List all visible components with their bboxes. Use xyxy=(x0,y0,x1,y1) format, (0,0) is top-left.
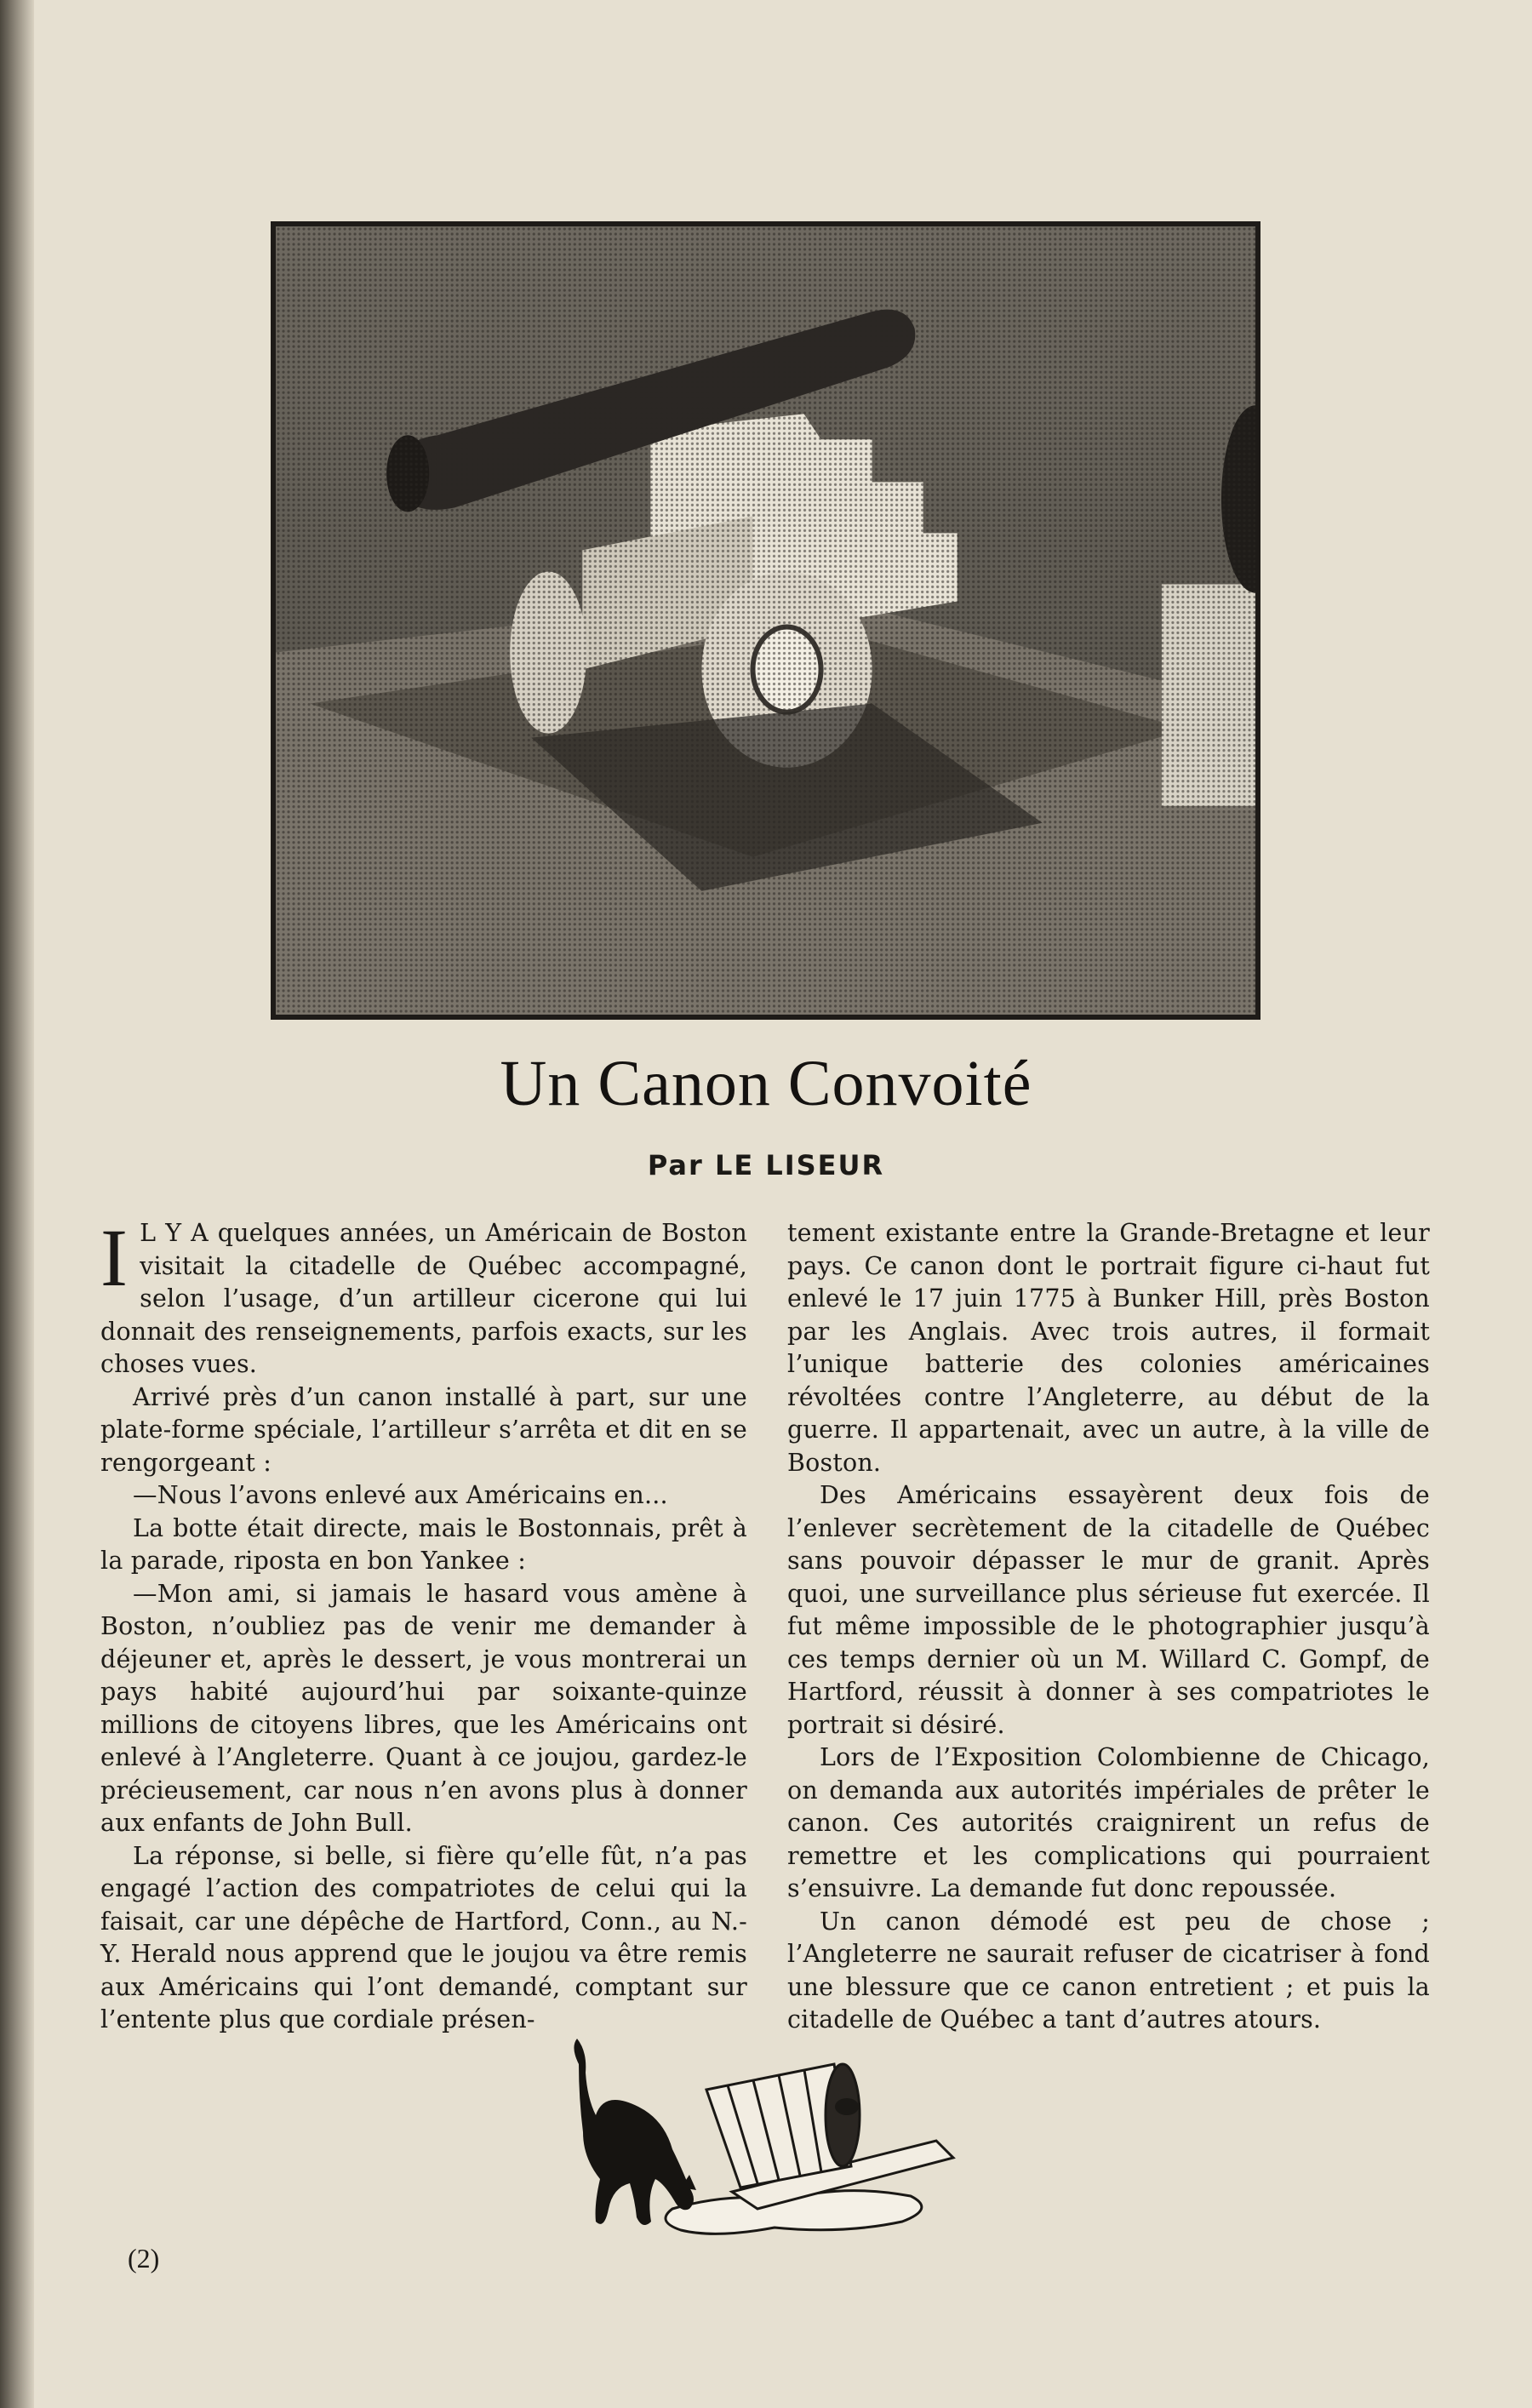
article-byline: Par LE LISEUR xyxy=(647,1149,885,1181)
paragraph: tement existante entre la Grande-Bretagne et leur pays. Ce canon dont le portrait figure ci-haut fut enlevé le 17 juin 1775 à Bunker Hill, près Boston par les Anglais. Avec trois autres, il formait l’unique batterie des colonies américaines révoltées contre l’Angleterre, au début de la guerre. Il appartenait, avec un autre, à la ville de Boston. xyxy=(787,1219,1430,1477)
cannon-photo xyxy=(271,221,1260,1020)
paragraph: —Nous l’avons enlevé aux Américains en... xyxy=(133,1481,668,1509)
paragraph: —Mon ami, si jamais le hasard vous amène à Boston, n’oubliez pas de venir me demander à déjeuner et, après le dessert, je vous montrerai un pays habité aujourd’hui par soixante-quinze millions de citoyens libres, que les Américains ont enlevé à l’Angleterre. Quant à ce joujou, gardez-le précieusement, car nous n’en avons plus à donner aux enfants de John Bull. xyxy=(100,1579,747,1837)
paragraph: Lors de l’Exposition Colombienne de Chicago, on demanda aux autorités impériales de prêter le canon. Ces autorités craignirent un refus de remettre et les complications qui pourraient s’ensuivre. La demande fut donc repoussée. xyxy=(787,1743,1430,1902)
article-column-right xyxy=(787,1217,1430,2037)
article-column-left xyxy=(100,1212,747,2037)
paragraph: Des Américains essayèrent deux fois de l’enlever secrètement de la citadelle de Québec sans pouvoir dépasser le mur de granit. Après quoi, une surveillance plus sérieuse fut exercée. Il fut même impossible de le photographier jusqu’à ces temps dernier où un M. Willard C. Gompf, de Hartford, réussit à donner à ses compatriotes le portrait si désiré. xyxy=(787,1481,1430,1739)
drop-cap: I xyxy=(100,1212,129,1303)
page-binding-edge xyxy=(0,0,34,2408)
cannon-photo-icon xyxy=(276,226,1255,1015)
paragraph: Arrivé près d’un canon installé à part, sur une plate-forme spéciale, l’artilleur s’arrêta et dit en se rengorgeant : xyxy=(100,1382,747,1477)
article-title: Un Canon Convoité xyxy=(500,1048,1032,1119)
cat-and-spilled-bucket-icon xyxy=(562,2039,970,2260)
page-number: (2) xyxy=(128,2243,160,2274)
paragraph: Un canon démodé est peu de chose ; l’Angleterre ne saurait refuser de cicatriser à fond une blessure que ce canon entretient ; et puis la citadelle de Québec a tant d’autres atours. xyxy=(787,1907,1430,2033)
paragraph: La botte était directe, mais le Bostonnais, prêt à la parade, riposta en bon Yankee : xyxy=(100,1513,747,1575)
paragraph: I L Y A quelques années, un Américain de Boston visitait la citadelle de Québec accompagné, selon l’usage, d’un artilleur cicerone qui lui donnait des renseignements, parfois exacts, sur les choses vues. xyxy=(100,1212,747,1378)
decorative-illustration xyxy=(562,2039,970,2260)
paragraph: La réponse, si belle, si fière qu’elle fût, n’a pas engagé l’action des compatriotes de celui qui la faisait, car une dépêche de Hartford, Conn., au N.-Y. Herald nous apprend que le joujou va être remis aux Américains qui l’ont demandé, comptant sur l’entente plus que cordiale présen- xyxy=(100,1841,747,2033)
